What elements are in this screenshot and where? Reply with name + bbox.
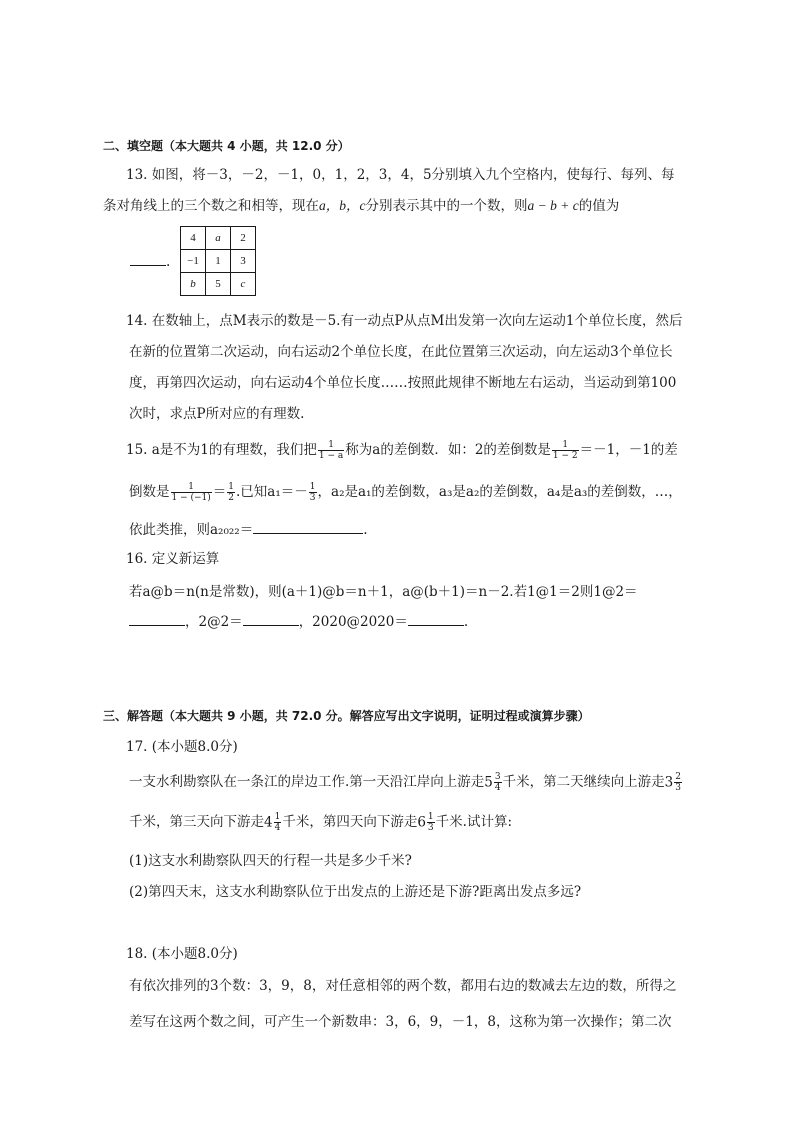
mixed-number: [665, 772, 683, 793]
q14-line-4: 次时，求点P所对应的有理数.: [129, 406, 305, 422]
q15-l2a: 倒数是: [129, 484, 170, 500]
q16-end: .: [463, 614, 469, 630]
grid-cell: a: [206, 227, 231, 250]
q15-end: .: [363, 522, 368, 538]
fraction: [674, 772, 682, 793]
grid-cell: 3: [231, 250, 256, 273]
q13-answer-blank[interactable]: [130, 253, 166, 266]
q13-line-1: 13. 如图，将－3，－2，－1，0，1，2，3，4，5分别填入九个空格内，使每行、每列、每: [126, 167, 675, 183]
fraction: [171, 482, 212, 503]
fraction: [318, 440, 344, 461]
q15-line-2: [129, 482, 682, 503]
q16-answer-blank-2[interactable]: [243, 613, 299, 626]
q15-l1a: 15. a是不为1的有理数，我们把: [126, 442, 317, 458]
q16-answer-blank-3[interactable]: [408, 613, 464, 626]
grid-cell: 1: [206, 250, 231, 273]
q15-l1b: 称为a的差倒数．如：2的差倒数是: [345, 442, 551, 458]
q17-l1b: 千米，第二天继续向上游走: [502, 774, 665, 790]
q15-line-3: [129, 520, 368, 540]
section-3-title: 三、解答题（本大题共 9 小题，共 72.0 分。解答应写出文字说明，证明过程或演算步骤）: [103, 709, 590, 723]
q18-line-2: 差写在这两个数之间，可产生一个新数串：3，6，9，－1，8，这称为第一次操作；第二次: [129, 1014, 672, 1030]
q13-vars: a，b，c: [319, 198, 366, 213]
denominator: 1 − 2: [552, 451, 578, 461]
whole: 3: [664, 774, 674, 791]
q15-l1c: ＝－1，－1的差: [579, 442, 678, 458]
whole: 5: [484, 774, 493, 791]
q16-title: 16. 定义新运算: [126, 551, 220, 567]
grid-cell: c: [231, 273, 256, 296]
q15-line-1: [126, 440, 678, 461]
grid-cell: 4: [181, 227, 206, 250]
denominator: 1 − a: [318, 451, 344, 461]
q17-line-2: [129, 812, 512, 833]
denominator: 4: [494, 783, 501, 793]
q16-p3: ，2020@2020＝: [298, 614, 408, 630]
fraction: [274, 812, 282, 833]
fraction: [494, 772, 502, 793]
mixed-number: [264, 812, 282, 833]
q13-expr: a − b + c: [527, 198, 579, 213]
magic-square-grid: [180, 226, 256, 296]
numerator: 1: [309, 482, 316, 492]
q13-end: .: [166, 254, 171, 270]
q18-line-1: 有依次排列的3个数：3，9，8，对任意相邻的两个数，都用右边的数减去左边的数，所得之: [129, 978, 677, 994]
q18-head: 18. (本小题8.0分): [126, 946, 238, 962]
denominator: 2: [228, 493, 235, 503]
numerator: 3: [494, 772, 501, 782]
q15-answer-blank[interactable]: [253, 521, 363, 534]
q13-line-2c: 的值为: [578, 198, 620, 214]
q16-p2: ，2@2＝: [185, 614, 243, 630]
q13-line-2a: 条对角线上的三个数之和相等，现在: [103, 198, 319, 214]
denominator: 1 − (−1): [171, 493, 211, 503]
q17-sub-2: (2)第四天末，这支水利勘察队位于出发点的上游还是下游?距离出发点多远?: [129, 884, 582, 900]
q17-l2c: 千米.试计算:: [435, 814, 512, 830]
numerator: 2: [675, 772, 681, 782]
numerator: 1: [552, 440, 579, 451]
q15-l2d: ，a₂是a₁的差倒数，a₃是a₂的差倒数，a₄是a₃的差倒数，…，: [317, 484, 682, 500]
fraction: [552, 440, 579, 461]
grid-cell: 5: [206, 273, 231, 296]
fraction: [227, 482, 235, 503]
mixed-number: [484, 772, 502, 793]
q17-l2b: 千米，第四天向下游走: [282, 814, 418, 830]
q14-line-3: 度，再第四次运动，向右运动4个单位长度……按照此规律不断地左右运动，当运动到第100: [129, 375, 677, 391]
grid-cell: b: [181, 273, 206, 296]
numerator: 1: [427, 812, 434, 822]
denominator: 4: [274, 823, 281, 833]
q16-line-2: [129, 612, 468, 632]
denominator: 3: [675, 783, 681, 793]
grid-cell: −1: [181, 250, 206, 273]
denominator: 3: [427, 823, 434, 833]
numerator: 1: [228, 482, 235, 492]
q14-line-1: 14. 在数轴上，点M表示的数是－5.有一动点P从点M出发第一次向左运动1个单位长度，然后: [126, 313, 683, 329]
denominator: 3: [309, 493, 316, 503]
q16-line-1: 若a@b＝n(n是常数)，则(a＋1)@b＝n＋1，a@(b＋1)＝n－2.若1@1＝2则1@2＝: [129, 584, 638, 600]
q15-l2c: .已知a₁＝－: [236, 484, 308, 500]
whole: 4: [264, 814, 273, 831]
grid-cell: 2: [231, 227, 256, 250]
q17-l2a: 千米，第三天向下游走: [129, 814, 264, 830]
numerator: 1: [171, 482, 212, 493]
q17-line-1: [129, 772, 683, 793]
q14-line-2: 在新的位置第二次运动，向右运动2个单位长度，在此位置第三次运动，向左运动3个单位长: [129, 344, 673, 360]
q17-sub-1: (1)这支水利勘察队四天的行程一共是多少千米?: [129, 853, 412, 869]
mixed-number: [417, 812, 435, 833]
section-2-title: 二、填空题（本大题共 4 小题，共 12.0 分）: [103, 139, 350, 153]
q15-l3: 依此类推，则a₂₀₂₂＝: [129, 522, 254, 538]
q13-line-2b: 分别表示其中的一个数，则: [365, 198, 528, 214]
fraction: [427, 812, 435, 833]
q15-l2b: ＝: [212, 484, 227, 500]
q13-answer-line: [130, 252, 170, 272]
fraction: [309, 482, 317, 503]
q13-line-2: [103, 196, 619, 216]
q17-head: 17. (本小题8.0分): [126, 739, 238, 755]
whole: 6: [417, 814, 426, 831]
numerator: 1: [274, 812, 281, 822]
numerator: 1: [318, 440, 344, 451]
q16-answer-blank-1[interactable]: [129, 613, 185, 626]
q17-l1a: 一支水利勘察队在一条江的岸边工作.第一天沿江岸向上游走: [129, 774, 485, 790]
